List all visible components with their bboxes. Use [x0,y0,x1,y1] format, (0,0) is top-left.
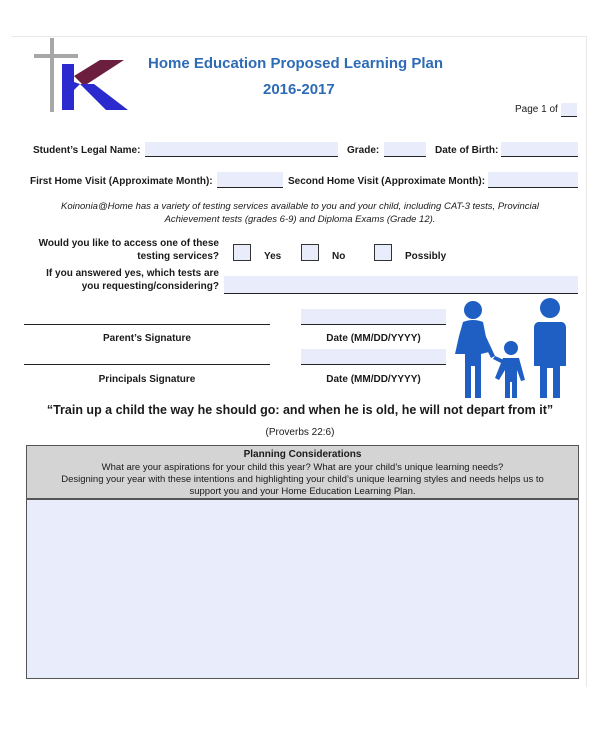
second-visit-label: Second Home Visit (Approximate Month): [288,176,486,187]
yes-checkbox[interactable] [233,244,251,261]
testing-question-line2: testing services? [137,251,219,262]
testing-notice-line2: Achievement tests (grades 6-9) and Diploma Exams (Grade 12). [164,214,436,225]
legal-name-field[interactable] [145,142,338,157]
parent-signature-line[interactable] [24,324,270,325]
koinonia-logo-icon [32,38,132,114]
dob-label: Date of Birth: [435,145,499,156]
grade-field[interactable] [384,142,426,157]
first-visit-field[interactable] [217,172,283,188]
possibly-checkbox[interactable] [374,244,392,261]
parent-date-label: Date (MM/DD/YYYY) [326,333,421,344]
planning-line2: Designing your year with these intentions and highlighting your child’s unique learning styles and needs helps us to [61,474,544,485]
first-visit-label: First Home Visit (Approximate Month): [30,176,213,187]
no-checkbox[interactable] [301,244,319,261]
parent-date-field[interactable] [301,309,446,325]
quote-source: (Proverbs 22:6) [265,427,335,438]
planning-considerations-header [26,445,579,499]
planning-heading: Planning Considerations [243,449,362,460]
yes-option-label: Yes [264,251,282,262]
planning-line1: What are your aspirations for your child this year? What are your child’s unique learning needs? [101,462,504,473]
requested-tests-field[interactable] [224,276,578,294]
total-pages-field[interactable] [561,103,577,117]
parent-signature-label: Parent’s Signature [103,333,191,344]
no-option-label: No [332,251,346,262]
principal-date-label: Date (MM/DD/YYYY) [326,374,421,385]
planning-considerations-textarea[interactable] [26,499,579,679]
dob-field[interactable] [501,142,578,157]
grade-label: Grade: [347,145,380,156]
principal-signature-label: Principals Signature [98,374,196,385]
testing-notice-line1: Koinonia@Home has a variety of testing services available to you and your child, including CAT-3 tests, Provincial [60,201,540,212]
planning-line3: support you and your Home Education Learning Plan. [189,486,416,497]
principal-date-field[interactable] [301,349,446,365]
second-visit-field[interactable] [488,172,578,188]
principal-signature-line[interactable] [24,364,270,365]
tests-question-line1: If you answered yes, which tests are [46,268,219,279]
tests-question-line2: you requesting/considering? [81,281,219,292]
testing-question-line1: Would you like to access one of these [38,238,219,249]
legal-name-label: Student’s Legal Name: [33,145,141,156]
document-year: 2016-2017 [263,81,335,98]
bible-quote: “Train up a child the way he should go: and when he is old, he will not depart from it” [46,403,554,417]
document-title: Home Education Proposed Learning Plan [148,55,444,72]
family-figure-icon [451,296,573,400]
page-number-label: Page 1 of [515,104,558,115]
possibly-option-label: Possibly [405,251,447,262]
